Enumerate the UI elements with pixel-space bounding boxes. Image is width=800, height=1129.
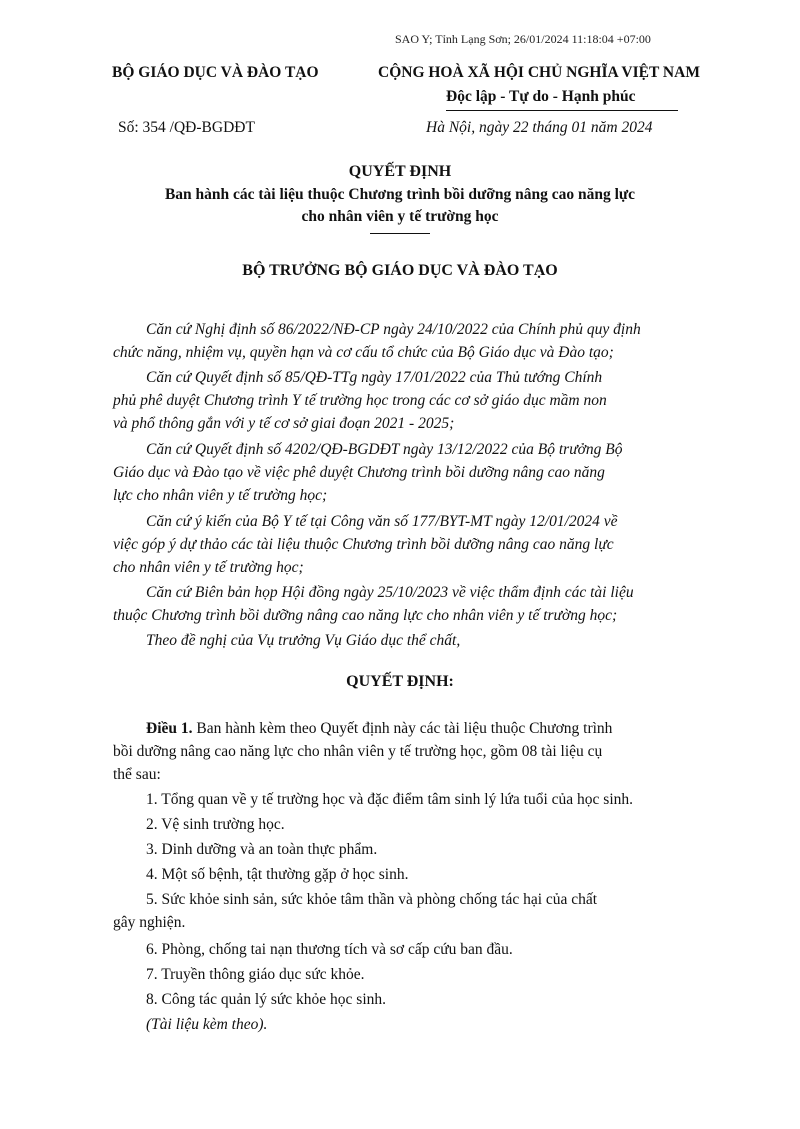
legal-basis-line: thuộc Chương trình bồi dưỡng nâng cao năng lực cho nhân viên y tế trường học; bbox=[113, 607, 618, 624]
motto-underline bbox=[446, 110, 678, 111]
document-subtitle-line: cho nhân viên y tế trường học bbox=[301, 208, 499, 225]
document-list-item: 2. Vệ sinh trường học. bbox=[146, 816, 285, 833]
document-list-item: 5. Sức khỏe sinh sản, sức khỏe tâm thần và phòng chống tác hại của chất bbox=[146, 891, 598, 908]
document-list-item: 1. Tổng quan về y tế trường học và đặc điểm tâm sinh lý lứa tuổi của học sinh. bbox=[146, 791, 634, 808]
article-1-line bbox=[146, 720, 612, 738]
document-list-item: 7. Truyền thông giáo dục sức khỏe. bbox=[146, 966, 365, 983]
article-1-text: Ban hành kèm theo Quyết định này các tài liệu thuộc Chương trình bbox=[192, 720, 613, 737]
document-number: Số: 354 /QĐ-BGDĐT bbox=[118, 119, 255, 136]
legal-basis-line: Căn cứ Quyết định số 4202/QĐ-BGDĐT ngày 13/12/2022 của Bộ trưởng Bộ bbox=[146, 441, 623, 458]
legal-basis-line: cho nhân viên y tế trường học; bbox=[113, 559, 304, 576]
article-1-line: thể sau: bbox=[113, 766, 161, 783]
legal-basis-line: việc góp ý dự thảo các tài liệu thuộc Chương trình bồi dưỡng nâng cao năng lực bbox=[113, 536, 614, 553]
document-list-item: 3. Dinh dưỡng và an toàn thực phẩm. bbox=[146, 841, 378, 858]
article-1-label: Điều 1. bbox=[146, 720, 193, 737]
ministry-name: BỘ GIÁO DỤC VÀ ĐÀO TẠO bbox=[112, 64, 319, 81]
legal-basis-line: chức năng, nhiệm vụ, quyền hạn và cơ cấu tổ chức của Bộ Giáo dục và Đào tạo; bbox=[113, 344, 614, 361]
document-list-item-continuation: gây nghiện. bbox=[113, 914, 186, 931]
legal-basis-line: Căn cứ ý kiến của Bộ Y tế tại Công văn số 177/BYT-MT ngày 12/01/2024 về bbox=[146, 513, 618, 530]
attachment-note: (Tài liệu kèm theo). bbox=[146, 1016, 268, 1033]
document-list-item: 4. Một số bệnh, tật thường gặp ở học sinh. bbox=[146, 866, 409, 883]
legal-basis-line: Giáo dục và Đào tạo về việc phê duyệt Chương trình bồi dưỡng nâng cao năng bbox=[113, 464, 605, 481]
legal-basis-line: Theo đề nghị của Vụ trưởng Vụ Giáo dục thể chất, bbox=[146, 632, 461, 649]
national-motto: Độc lập - Tự do - Hạnh phúc bbox=[446, 88, 636, 105]
legal-basis-line: và phổ thông gắn với y tế cơ sở giai đoạn 2021 - 2025; bbox=[113, 415, 455, 432]
legal-basis-line: phủ phê duyệt Chương trình Y tế trường học trong các cơ sở giáo dục mầm non bbox=[113, 392, 607, 409]
document-list-item: 8. Công tác quản lý sức khỏe học sinh. bbox=[146, 991, 387, 1008]
document-list-item: 6. Phòng, chống tai nạn thương tích và sơ cấp cứu ban đầu. bbox=[146, 941, 513, 958]
document-title: QUYẾT ĐỊNH bbox=[348, 163, 452, 180]
place-date: Hà Nội, ngày 22 tháng 01 năm 2024 bbox=[426, 119, 653, 136]
digital-copy-stamp: SAO Y; Tỉnh Lạng Sơn; 26/01/2024 11:18:04 +07:00 bbox=[395, 32, 651, 46]
title-divider bbox=[370, 233, 430, 234]
legal-basis-line: lực cho nhân viên y tế trường học; bbox=[113, 487, 328, 504]
issuing-authority: BỘ TRƯỞNG BỘ GIÁO DỤC VÀ ĐÀO TẠO bbox=[242, 262, 558, 279]
legal-basis-line: Căn cứ Quyết định số 85/QĐ-TTg ngày 17/01/2022 của Thủ tướng Chính bbox=[146, 369, 603, 386]
article-1-line: bồi dưỡng nâng cao năng lực cho nhân viên y tế trường học, gồm 08 tài liệu cụ bbox=[113, 743, 603, 760]
decision-heading: QUYẾT ĐỊNH: bbox=[346, 673, 454, 690]
country-name: CỘNG HOÀ XÃ HỘI CHỦ NGHĨA VIỆT NAM bbox=[378, 64, 700, 81]
legal-basis-line: Căn cứ Nghị định số 86/2022/NĐ-CP ngày 24/10/2022 của Chính phủ quy định bbox=[146, 321, 641, 338]
document-subtitle-line: Ban hành các tài liệu thuộc Chương trình bồi dưỡng nâng cao năng lực bbox=[164, 186, 636, 203]
legal-basis-line: Căn cứ Biên bản họp Hội đồng ngày 25/10/2023 về việc thẩm định các tài liệu bbox=[146, 584, 634, 601]
